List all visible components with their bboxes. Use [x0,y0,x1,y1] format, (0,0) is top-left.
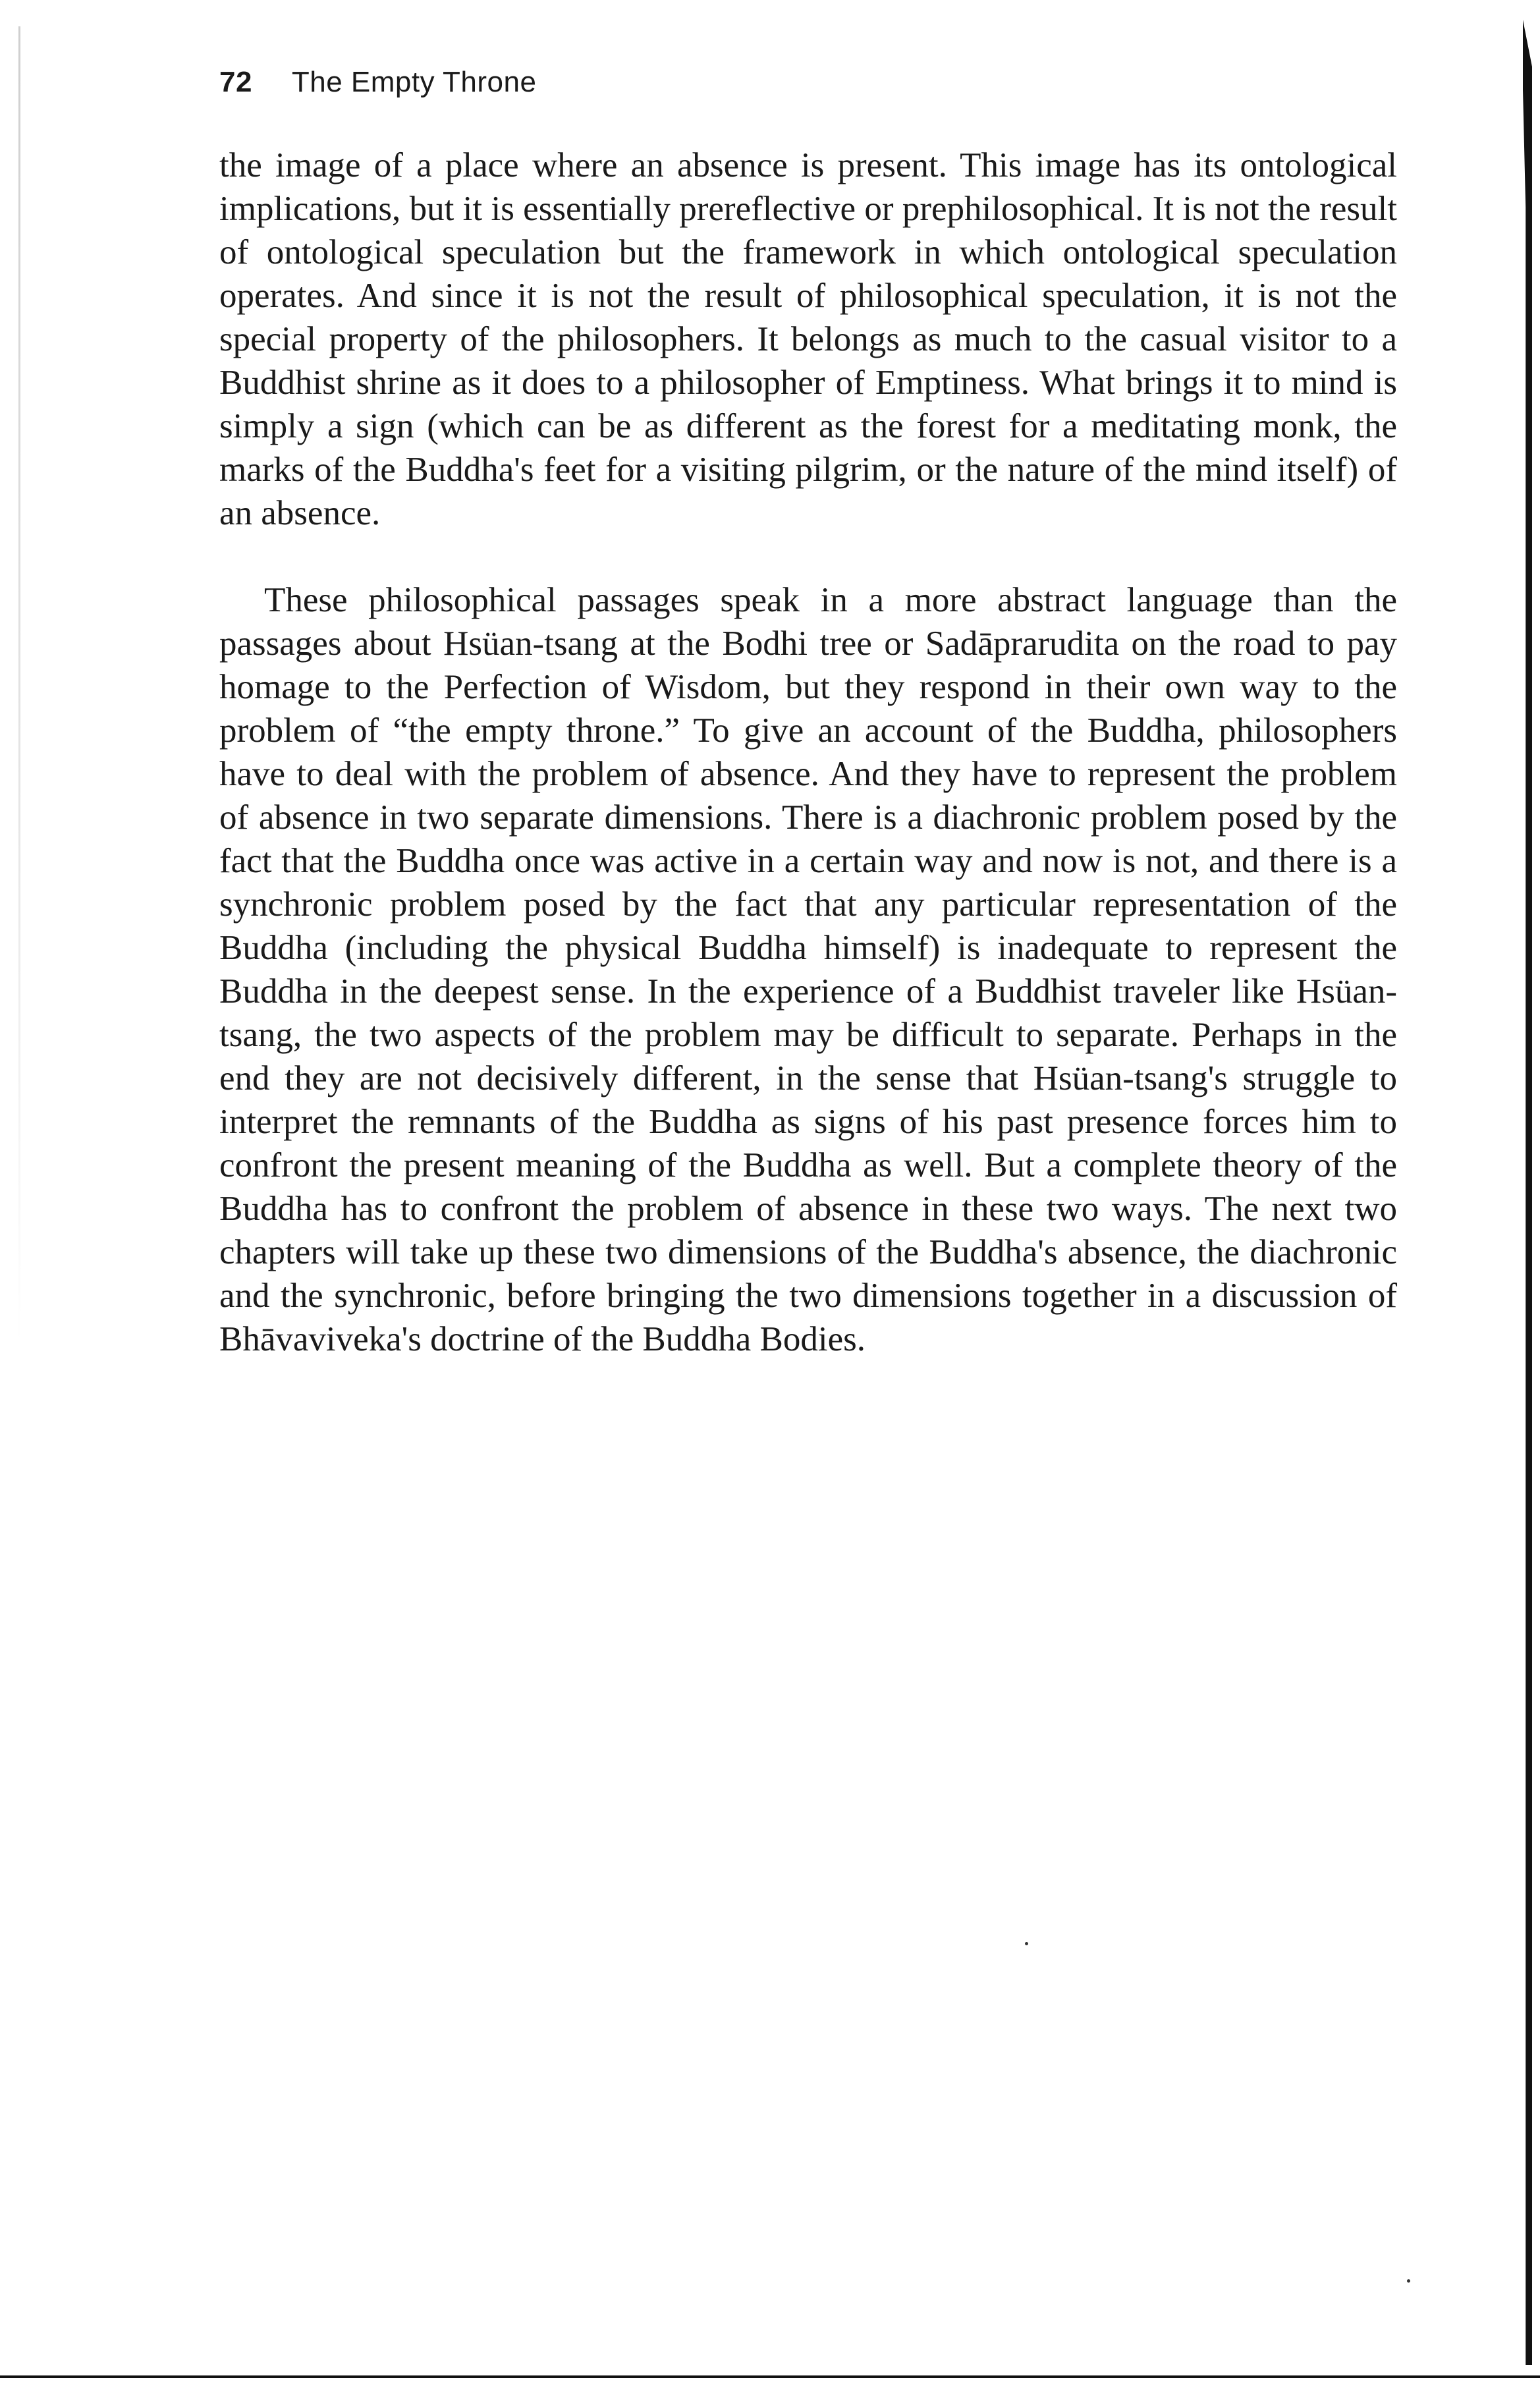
stray-mark [1025,1942,1028,1945]
paragraph-continuation: the image of a place where an absence is present. This image has its ontological implications, but it is essentially prereflective or prephilosophical. It is not the result of ontological speculation but the framework in which ontological speculation operates. And since it is not the result of philosophical speculation, it is not the special property of the philosophers. It belongs as much to the casual visitor to a Buddhist shrine as it does to a philosopher of Emptiness. What brings it to mind is simply a sign (which can be as different as the forest for a meditating monk, the marks of the Buddha's feet for a visiting pilgrim, or the nature of the mind itself) of an absence. [219,146,1397,532]
page-edge-shadow-bottom [0,2375,1540,2378]
body-text [219,144,1397,1361]
paragraph: These philosophical passages speak in a more abstract language than the passages about Hsüan-tsang at the Bodhi tree or Sadāprarudita on the road to pay homage to the Perfection of Wisdom, but they respond in their own way to the problem of “the empty throne.” To give an account of the Buddha, philosophers have to deal with the problem of absence. And they have to represent the problem of absence in two separate dimensions. There is a diachronic problem posed by the fact that the Buddha once was active in a certain way and now is not, and there is a synchronic problem posed by the fact that any particular representation of the Buddha (including the physical Buddha himself) is inadequate to represent the Buddha in the deepest sense. In the experience of a Buddhist traveler like Hsüan-tsang, the two aspects of the problem may be difficult to separate. Perhaps in the end they are not decisively different, in the sense that Hsüan-tsang's struggle to interpret the remnants of the Buddha as signs of his past presence forces him to confront the present meaning of the Buddha as well. But a complete theory of the Buddha has to confront the problem of absence in these two ways. The next two chapters will take up these two dimensions of the Buddha's absence, the diachronic and the synchronic, before bringing the two dimensions together in a discussion of Bhāvaviveka's doctrine of the Buddha Bodies. [219,581,1397,1358]
page-number: 72 [219,66,252,98]
running-header [219,66,536,99]
stray-mark [1407,2279,1410,2283]
page-edge-shadow-right [1523,20,1532,2365]
running-title: The Empty Throne [291,66,537,98]
page-edge-shadow-left [18,26,20,1344]
